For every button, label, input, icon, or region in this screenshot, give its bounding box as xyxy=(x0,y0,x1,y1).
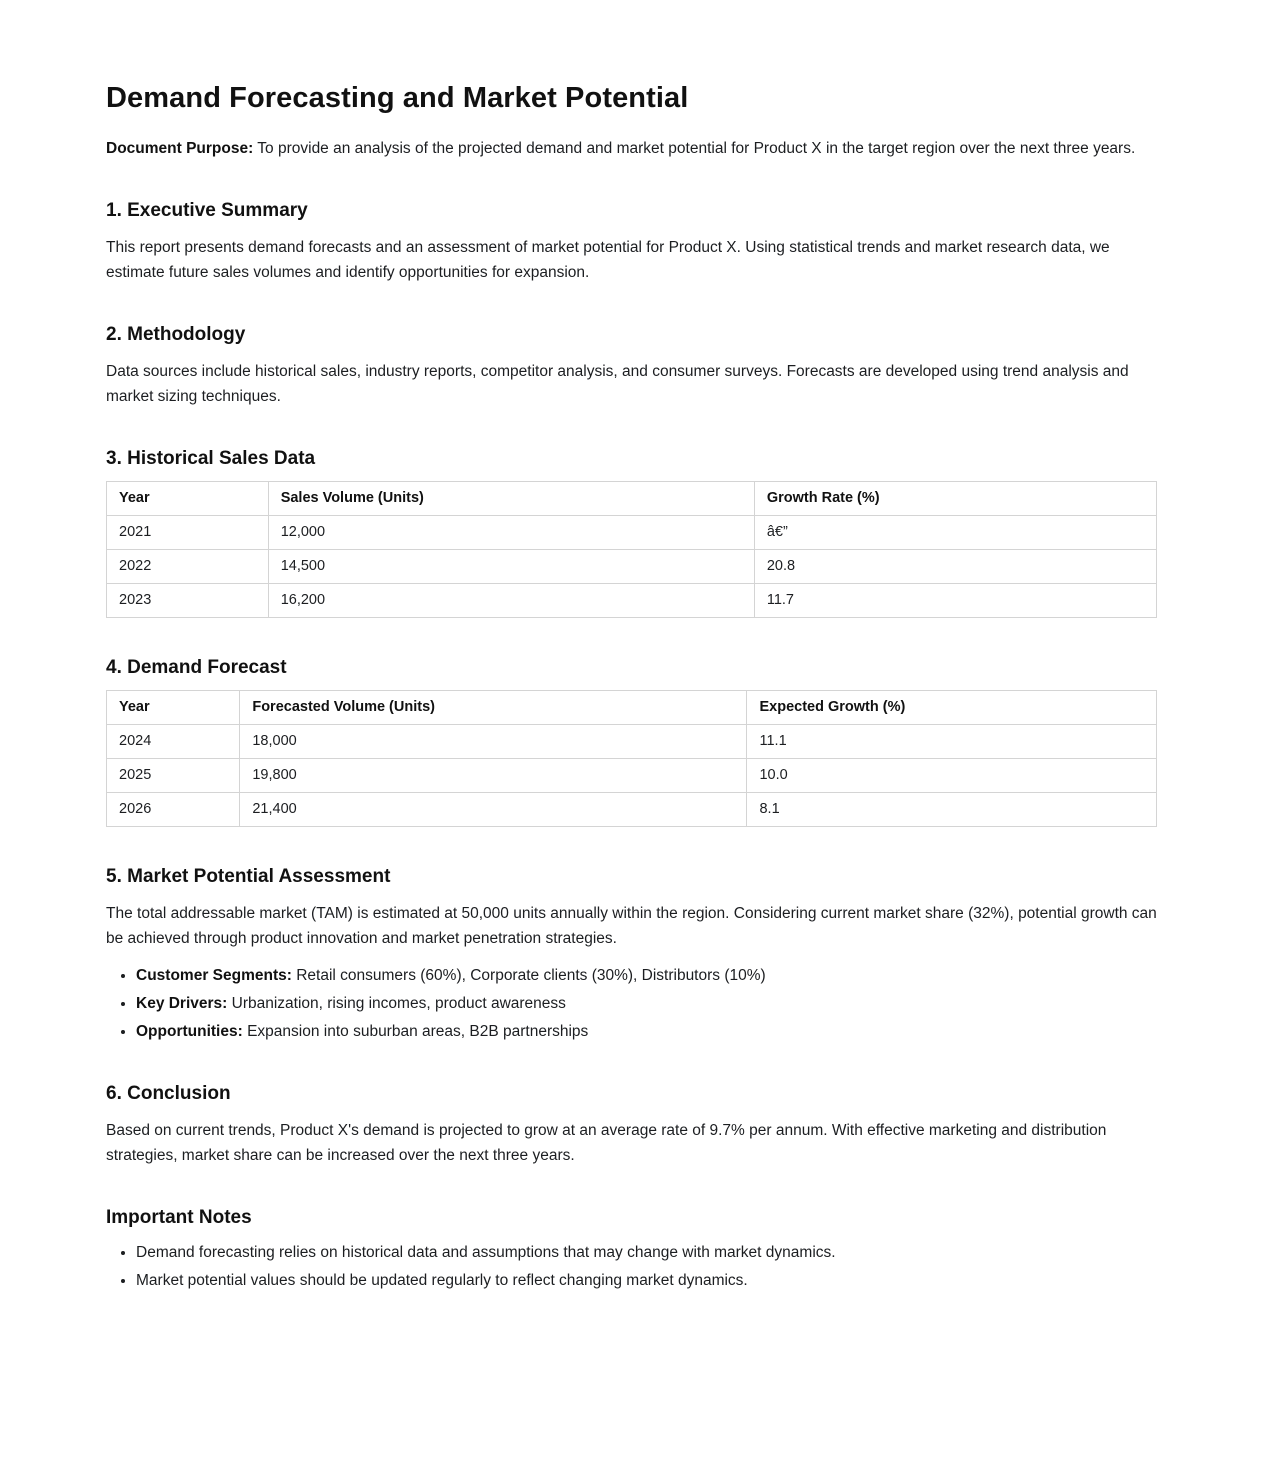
purpose-paragraph xyxy=(106,136,1157,161)
list-item-text: Urbanization, rising incomes, product awareness xyxy=(227,995,566,1012)
section-heading-market-potential: 5. Market Potential Assessment xyxy=(106,866,391,887)
column-header-year: Year xyxy=(107,691,240,725)
table-cell-growth: â€” xyxy=(754,516,1156,550)
table-header-row xyxy=(107,482,1157,516)
table-row xyxy=(107,550,1157,584)
column-header-growth-rate: Growth Rate (%) xyxy=(754,482,1156,516)
table-cell-volume: 21,400 xyxy=(240,793,747,827)
page-title: Demand Forecasting and Market Potential xyxy=(106,82,689,114)
table-cell-growth: 8.1 xyxy=(747,793,1157,827)
column-header-sales-volume: Sales Volume (Units) xyxy=(268,482,754,516)
table-cell-volume: 18,000 xyxy=(240,725,747,759)
list-item-label: Customer Segments: xyxy=(136,967,292,984)
list-item xyxy=(136,963,1157,988)
table-cell-year: 2023 xyxy=(107,584,269,618)
executive-summary-paragraph: This report presents demand forecasts and an assessment of market potential for Product X. Using statistical trends and market research data, we estimate future sales volumes and identify opportunities for expansion. xyxy=(106,239,1110,281)
table-cell-volume: 14,500 xyxy=(268,550,754,584)
list-item-text: Retail consumers (60%), Corporate clients (30%), Distributors (10%) xyxy=(291,967,766,984)
table-row xyxy=(107,725,1157,759)
conclusion-paragraph: Based on current trends, Product X's demand is projected to grow at an average rate of 9.7% per annum. With effective marketing and distribution strategies, market share can be increased over the next three years. xyxy=(106,1122,1107,1164)
table-cell-year: 2024 xyxy=(107,725,240,759)
historical-sales-table xyxy=(106,481,1157,618)
table-cell-growth: 11.1 xyxy=(747,725,1157,759)
table-cell-growth: 11.7 xyxy=(754,584,1156,618)
list-item-label: Opportunities: xyxy=(136,1023,243,1040)
table-row xyxy=(107,759,1157,793)
section-heading-conclusion: 6. Conclusion xyxy=(106,1083,231,1104)
demand-forecast-table xyxy=(106,690,1157,827)
market-potential-paragraph: The total addressable market (TAM) is estimated at 50,000 units annually within the region. Considering current market share (32%), potential growth can be achieved through product innovation and market penetration strategies. xyxy=(106,905,1157,947)
list-item-text: Expansion into suburban areas, B2B partnerships xyxy=(242,1023,589,1040)
table-header-row xyxy=(107,691,1157,725)
table-cell-growth: 10.0 xyxy=(747,759,1157,793)
table-cell-growth: 20.8 xyxy=(754,550,1156,584)
table-row xyxy=(107,516,1157,550)
table-row xyxy=(107,793,1157,827)
purpose-text: To provide an analysis of the projected demand and market potential for Product X in the target region over the next three years. xyxy=(253,140,1136,157)
list-item xyxy=(136,991,1157,1016)
purpose-label: Document Purpose: xyxy=(106,140,254,157)
market-potential-list xyxy=(106,963,1157,1044)
column-header-forecasted-volume: Forecasted Volume (Units) xyxy=(240,691,747,725)
column-header-year: Year xyxy=(107,482,269,516)
list-item-label: Key Drivers: xyxy=(136,995,228,1012)
table-cell-year: 2026 xyxy=(107,793,240,827)
table-cell-volume: 12,000 xyxy=(268,516,754,550)
table-cell-year: 2021 xyxy=(107,516,269,550)
methodology-paragraph: Data sources include historical sales, industry reports, competitor analysis, and consumer surveys. Forecasts are developed using trend analysis and market sizing techniques. xyxy=(106,363,1129,405)
important-notes-list xyxy=(106,1240,1157,1293)
section-heading-executive-summary: 1. Executive Summary xyxy=(106,200,308,221)
list-item: • Demand forecasting relies on historical data and assumptions that may change with market dynamics. xyxy=(136,1240,1157,1265)
section-heading-historical-sales: 3. Historical Sales Data xyxy=(106,448,316,469)
list-item: • Market potential values should be updated regularly to reflect changing market dynamics. xyxy=(136,1268,1157,1293)
section-heading-demand-forecast: 4. Demand Forecast xyxy=(106,657,287,678)
table-cell-volume: 16,200 xyxy=(268,584,754,618)
table-cell-year: 2022 xyxy=(107,550,269,584)
table-cell-year: 2025 xyxy=(107,759,240,793)
section-heading-important-notes: Important Notes xyxy=(106,1207,252,1228)
section-heading-methodology: 2. Methodology xyxy=(106,324,246,345)
list-item xyxy=(136,1019,1157,1044)
table-cell-volume: 19,800 xyxy=(240,759,747,793)
column-header-expected-growth: Expected Growth (%) xyxy=(747,691,1157,725)
table-row xyxy=(107,584,1157,618)
